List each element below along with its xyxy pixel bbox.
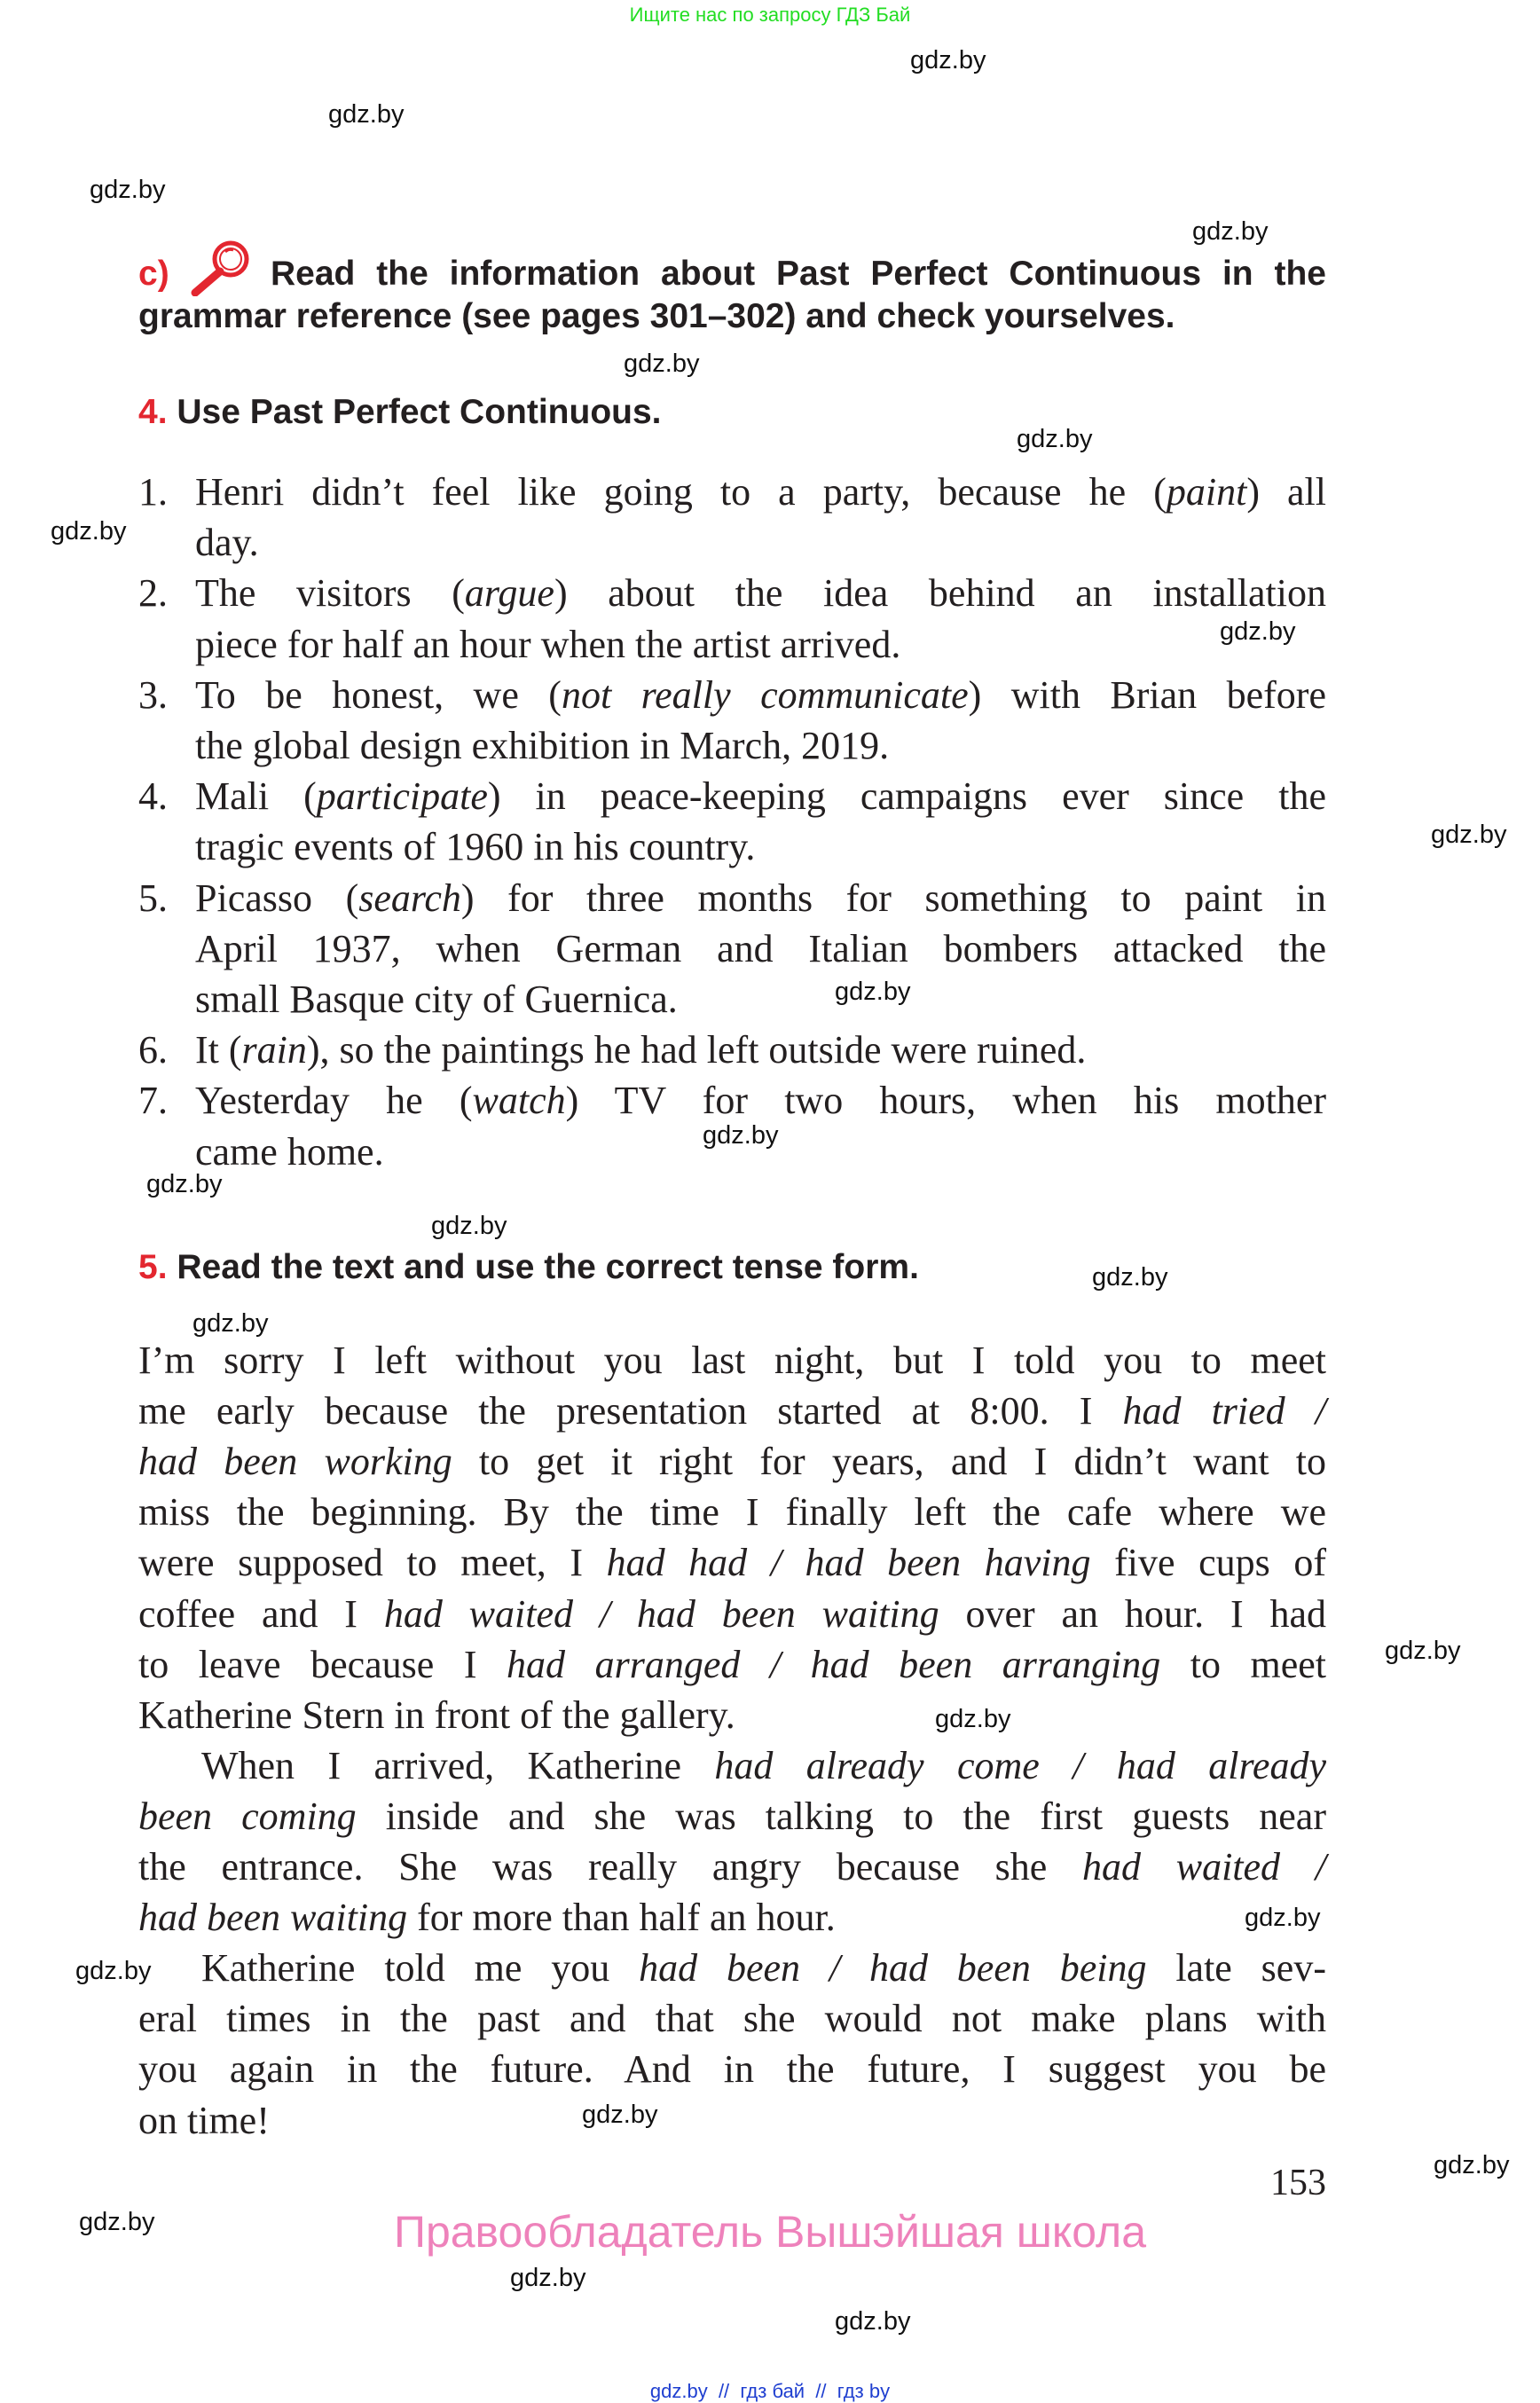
text-segment: ), so the paintings he had left outside were ruined.: [306, 1028, 1087, 1072]
text-segment: for more than half an hour.: [407, 1896, 836, 1939]
section-c-line-2: grammar reference (see pages 301–302) and check yourselves.: [138, 297, 1175, 335]
text-line: [138, 1436, 1326, 1487]
text-line: [195, 670, 1326, 720]
magnifier-icon: [186, 238, 254, 296]
watermark: gdz.by: [1220, 617, 1296, 646]
text-line: [138, 1690, 1326, 1740]
text-segment: Henri didn’t feel like going to a party, because he (: [195, 470, 1167, 514]
text-line: [195, 974, 1326, 1025]
verb-option: had been waiting: [138, 1896, 408, 1939]
item-number: 6.: [138, 1028, 168, 1072]
text-line: [195, 720, 1326, 771]
watermark: gdz.by: [75, 1957, 152, 1985]
text-segment: came home.: [195, 1130, 384, 1174]
watermark: gdz.by: [192, 1309, 269, 1338]
text-line: [195, 771, 1326, 821]
text-line: [138, 1589, 1326, 1639]
item-number: 4.: [138, 774, 168, 818]
text-segment: you again in the future. And in the future, I suggest you be: [138, 2047, 1326, 2091]
verb-option: had had / had been having: [606, 1541, 1091, 1584]
verb-option: not really communicate: [561, 673, 969, 717]
section-c-label: c): [138, 255, 169, 293]
watermark: gdz.by: [79, 2208, 155, 2236]
watermark: gdz.by: [1017, 425, 1093, 453]
watermark: gdz.by: [835, 978, 911, 1006]
text-segment: tragic events of 1960 in his country.: [195, 825, 756, 868]
text-line: [195, 923, 1326, 974]
text-line: [195, 1127, 1326, 1177]
text-segment: Picasso (: [195, 876, 359, 920]
text-segment: Yesterday he (: [195, 1079, 473, 1122]
text-segment: to get it right for years, and I didn’t want to: [452, 1440, 1326, 1483]
watermark: gdz.by: [624, 349, 700, 378]
verb-option: been coming: [138, 1794, 357, 1838]
text-line: [195, 568, 1326, 618]
text-segment: When I arrived, Katherine: [201, 1744, 715, 1787]
item-number: 7.: [138, 1079, 168, 1122]
verb-option: had tried /: [1122, 1389, 1326, 1433]
search-hint: Ищите нас по запросу ГДЗ Бай: [629, 4, 911, 26]
verb-option: argue: [464, 571, 554, 615]
text-segment: ) TV for two hours, when his mother: [565, 1079, 1327, 1122]
text-segment: I’m sorry I left without you last night, but I told you to meet: [138, 1339, 1326, 1382]
watermark: gdz.by: [910, 46, 986, 75]
text-segment: day.: [195, 521, 259, 564]
item-number: 1.: [138, 470, 168, 514]
watermark: gdz.by: [146, 1170, 223, 1198]
exercise-5-heading: [138, 1248, 919, 1287]
exercise-4-heading: [138, 393, 662, 432]
text-line: [138, 1537, 1326, 1588]
text-line: [138, 2044, 1326, 2094]
text-segment: inside and she was talking to the first guests near: [356, 1794, 1326, 1838]
watermark: gdz.by: [1385, 1637, 1461, 1665]
watermark: gdz.by: [935, 1705, 1011, 1733]
text-segment: to meet: [1160, 1643, 1327, 1686]
verb-option: rain: [241, 1028, 307, 1072]
exercise-5-number: 5.: [138, 1248, 168, 1286]
text-segment: small Basque city of Guernica.: [195, 978, 678, 1021]
watermark: gdz.by: [1434, 2151, 1510, 2179]
watermark: gdz.by: [1431, 821, 1507, 849]
text-segment: It (: [195, 1028, 242, 1072]
watermark: gdz.by: [510, 2264, 586, 2292]
text-segment: to leave because I: [138, 1643, 507, 1686]
verb-option: had waited /: [1082, 1845, 1326, 1889]
verb-option: paint: [1166, 470, 1247, 514]
text-line: [138, 1791, 1326, 1842]
verb-option: participate: [316, 774, 488, 818]
verb-option: search: [358, 876, 461, 920]
verb-option: had been / had been being: [639, 1946, 1147, 1990]
watermark: gdz.by: [835, 2307, 911, 2336]
verb-option: had arranged / had been arranging: [507, 1643, 1161, 1686]
watermark: gdz.by: [1092, 1263, 1168, 1292]
text-segment: on time!: [138, 2099, 270, 2142]
item-number: 3.: [138, 673, 168, 717]
text-line: [138, 1993, 1326, 2044]
text-segment: ) with Brian before: [968, 673, 1326, 717]
text-segment: ) about the idea behind an installation: [554, 571, 1326, 615]
watermark: gdz.by: [328, 100, 405, 129]
watermark: gdz.by: [90, 176, 166, 204]
text-segment: Katherine Stern in front of the gallery.: [138, 1693, 735, 1737]
text-segment: Mali (: [195, 774, 317, 818]
text-line: [138, 1639, 1326, 1690]
text-segment: coffee and I: [138, 1592, 384, 1636]
text-segment: eral times in the past and that she would not make plans with: [138, 1997, 1326, 2040]
text-segment: April 1937, when German and Italian bombers attacked the: [195, 927, 1326, 970]
item-number: 2.: [138, 571, 168, 615]
text-line: [195, 821, 1326, 872]
exercise-5-title: Read the text and use the correct tense form.: [177, 1248, 919, 1286]
watermark: gdz.by: [1192, 217, 1269, 246]
text-line: [138, 2095, 1326, 2146]
text-line: [195, 517, 1326, 568]
text-line: [195, 467, 1326, 517]
text-line: [138, 1335, 1326, 1386]
item-number: 5.: [138, 876, 168, 920]
bottom-links[interactable]: gdz.by // гдз бай // гдз by: [649, 2380, 891, 2402]
text-line: [138, 1487, 1326, 1537]
exercise-4-number: 4.: [138, 393, 168, 431]
watermark: gdz.by: [51, 517, 127, 546]
text-segment: were supposed to meet, I: [138, 1541, 607, 1584]
text-segment: five cups of: [1090, 1541, 1326, 1584]
text-segment: miss the beginning. By the time I finally left the cafe where we: [138, 1490, 1326, 1534]
text-line: [138, 1842, 1326, 1892]
section-c-line-1: Read the information about Past Perfect Continuous in the: [271, 255, 1326, 293]
page-number: 153: [1270, 2163, 1326, 2203]
text-segment: over an hour. I had: [939, 1592, 1326, 1636]
text-line: [195, 1025, 1326, 1075]
text-line: [138, 1892, 1326, 1943]
text-segment: the entrance. She was really angry because she: [138, 1845, 1083, 1889]
text-segment: piece for half an hour when the artist arrived.: [195, 623, 901, 666]
text-line: [195, 619, 1326, 670]
text-segment: the global design exhibition in March, 2019.: [195, 724, 890, 767]
text-segment: The visitors (: [195, 571, 465, 615]
copyright-notice: Правообладатель Вышэйшая школа: [394, 2207, 1146, 2257]
text-segment: ) in peace-keeping campaigns ever since the: [487, 774, 1326, 818]
watermark: gdz.by: [431, 1212, 507, 1240]
text-line: [201, 1943, 1326, 1993]
text-segment: late sev-: [1146, 1946, 1326, 1990]
text-segment: me early because the presentation started at 8:00. I: [138, 1389, 1123, 1433]
watermark: gdz.by: [703, 1121, 779, 1150]
text-segment: Katherine told me you: [201, 1946, 640, 1990]
verb-option: watch: [472, 1079, 566, 1122]
text-segment: ) all: [1246, 470, 1326, 514]
text-line: [138, 1386, 1326, 1436]
verb-option: had waited / had been waiting: [383, 1592, 939, 1636]
text-segment: ) for three months for something to paint in: [460, 876, 1326, 920]
text-line: [195, 1075, 1326, 1126]
verb-option: had been working: [138, 1440, 452, 1483]
verb-option: had already come / had already: [714, 1744, 1326, 1787]
text-line: [195, 873, 1326, 923]
exercise-4-title: Use Past Perfect Continuous.: [177, 393, 662, 431]
watermark: gdz.by: [1245, 1904, 1321, 1932]
watermark: gdz.by: [582, 2101, 658, 2129]
text-segment: To be honest, we (: [195, 673, 562, 717]
text-line: [201, 1740, 1326, 1791]
